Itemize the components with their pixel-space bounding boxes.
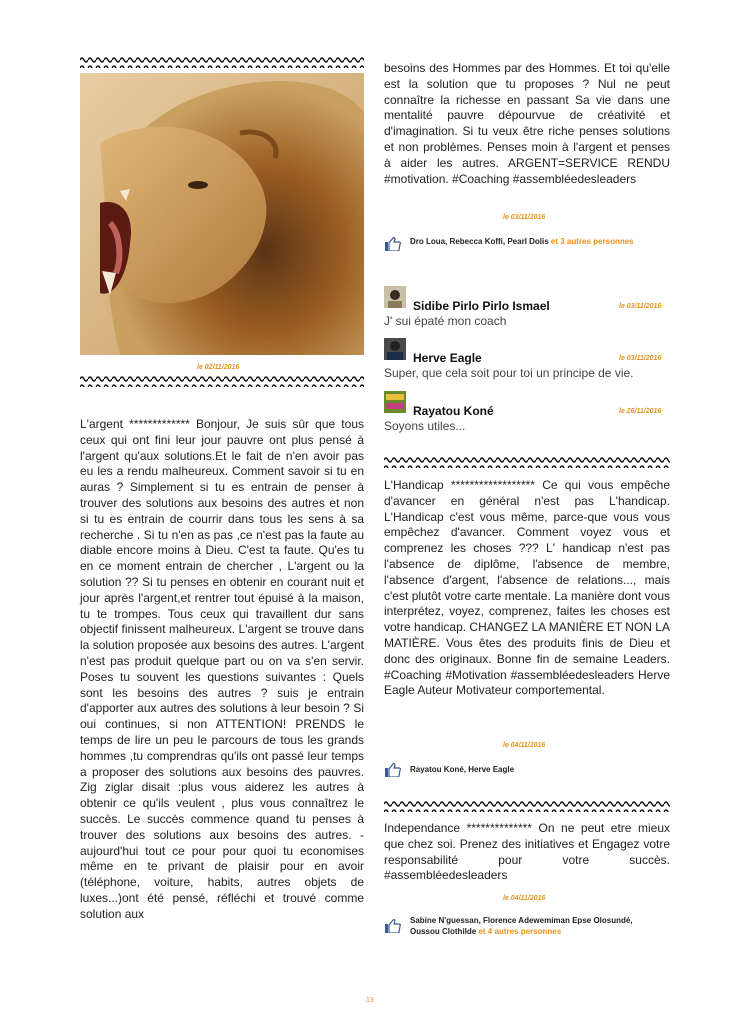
wave-divider-right — [384, 800, 670, 812]
comment-author[interactable]: Rayatou Koné — [413, 404, 494, 418]
avatar[interactable] — [384, 286, 406, 308]
post-text-independance: Independance ************** On ne peut etre mieux que chez soi. Prenez des initiatives et Engagez votre responsabilité pour votre succès. #assembléedesleaders — [384, 821, 670, 883]
comment-text: J' sui épaté mon coach — [384, 314, 507, 328]
comment-text: Super, que cela soit pour toi un principe de vie. — [384, 366, 634, 380]
wave-divider-top-left — [80, 56, 364, 68]
post-date: le 02/11/2016 — [197, 364, 240, 371]
page-number: 13 — [366, 997, 374, 1004]
comment-date: le 03/11/2016 — [619, 303, 662, 310]
thumbs-up-icon[interactable] — [385, 237, 401, 251]
post-date: le 04/11/2016 — [503, 742, 546, 749]
post-text-argent-continued: besoins des Hommes par des Hommes. Et toi qu'elle est la solution que tu proposes ? Nul ne peut connaître la richesse en passant Sa vie dans une mentalité pauvre dépourvue de créativité et d'imagination. Si tu veux être riche penses solutions et non problèmes. Penses moin à l'argent et penses à aider les autres. ARGENT=SERVICE RENDU #motivation. #Coaching #assembléedesleaders — [384, 61, 670, 186]
comment-author[interactable]: Herve Eagle — [413, 351, 482, 365]
post-date: le 04/11/2016 — [503, 895, 546, 902]
comment-date: le 03/11/2016 — [619, 355, 662, 362]
likes-names[interactable]: Dro Loua, Rebecca Koffi, Pearl Dolis — [410, 237, 549, 246]
post-text-argent: L'argent ************* Bonjour, Je suis sûr que tous ceux qui ont fini leur jour pauvre ont plus pensé à l'argent qu'aux solutions.Et le fait de n'en avoir pas eu les a rendu malheureux. Comment savoir si tu en auras ? Simplement si tu es entrain de penser à trouver des solutions aux besoins des autres et non si tu es entrain de courrir dans tous les sens à sa recherche . Si tu n'en as pas ,ce n'est pas la faute au diable encore moins à Dieu. C'est ta faute. Qu'es tu en ce moment entrain de chercher , L'argent ou la solution ?? Si tu penses en obtenir en courant nuit et jour après l'argent,et rentrer tout épuisé à la maison, tu te trompes. Tous ceux qui travaillent dur sans objectif finissent malheureux. L'argent se trouve dans la solution proposée aux besoins des autres. L'argent n'est pas produit quelque part ou on va s'en servir. Poses tu souvent les questions suivantes : Quels sont les besoins des autres ? suis je entrain d'apporter aux autres des solutions à leur besoin ? Si oui continues, si non ATTENTION! PRENDS le temps de lire un peu le parcours de tous les grands hommes ,tu comprendras qu'ils ont passé leur temps a proposer des solutions aux besoins des pauvres. Zig ziglar disait :plus vous aiderez les autres à obtenir ce qu'ils veulent , plus vous connaîtrez le succès. Le succès commence quand tu penses à trouver des solutions aux besoins des autres. -aujourd'hui tout ce pour pour quoi tu economises même en te privant de plaisir pour en avoir (téléphone, voiture, habits, autres objets de luxes...)ont été pensé, réfléchi et trouvé comme solution aux — [80, 417, 364, 921]
wave-divider-right — [384, 456, 670, 468]
lion-photo — [80, 73, 364, 355]
wave-divider-left — [80, 375, 364, 387]
comment-date: le 26/11/2016 — [619, 408, 662, 415]
comment-text: Soyons utiles... — [384, 419, 466, 433]
likes-names[interactable]: Rayatou Koné, Herve Eagle — [410, 765, 515, 774]
post-text-handicap: L'Handicap ****************** Ce qui vous empêche d'avancer en général n'est pas L'handicap. L'Handicap c'est vous même, parce-que vous vous empêchez d'avancer. Comment voyez vous et comprenez les choses ??? L' handicap n'est pas l'absence de diplôme, l'absence de membre, l'absence d'argent, l'absence de relations..., mais c'est plutôt votre carte mentale. La manière dont vous interprétez, voyez, comprenez, faites les choses est votre handicap. CHANGEZ LA MANIÈRE ET NON LA MATIÈRE. Vous êtes des produits finis de Dieu et donc des originaux. Bonne fin de semaine Leaders. #Coaching #Motivation #assembléedesleaders Herve Eagle Auteur Motivateur comportemental. — [384, 478, 670, 698]
likes-line — [410, 236, 660, 247]
likes-line — [410, 764, 660, 775]
thumbs-up-icon[interactable] — [385, 763, 401, 777]
likes-more-link[interactable]: et 3 autres personnes — [548, 237, 634, 246]
likes-line — [410, 915, 660, 937]
avatar[interactable] — [384, 338, 406, 360]
thumbs-up-icon[interactable] — [385, 919, 401, 933]
avatar[interactable] — [384, 391, 406, 413]
likes-more-link[interactable]: et 4 autres personnes — [476, 927, 562, 936]
post-date: le 03/11/2016 — [503, 214, 546, 221]
likes-names[interactable]: Sabine N'guessan, Florence Adewemiman Epse Olosundé, Oussou Clothilde — [410, 916, 633, 936]
comment-author[interactable]: Sidibe Pirlo Pirlo Ismael — [413, 299, 550, 313]
